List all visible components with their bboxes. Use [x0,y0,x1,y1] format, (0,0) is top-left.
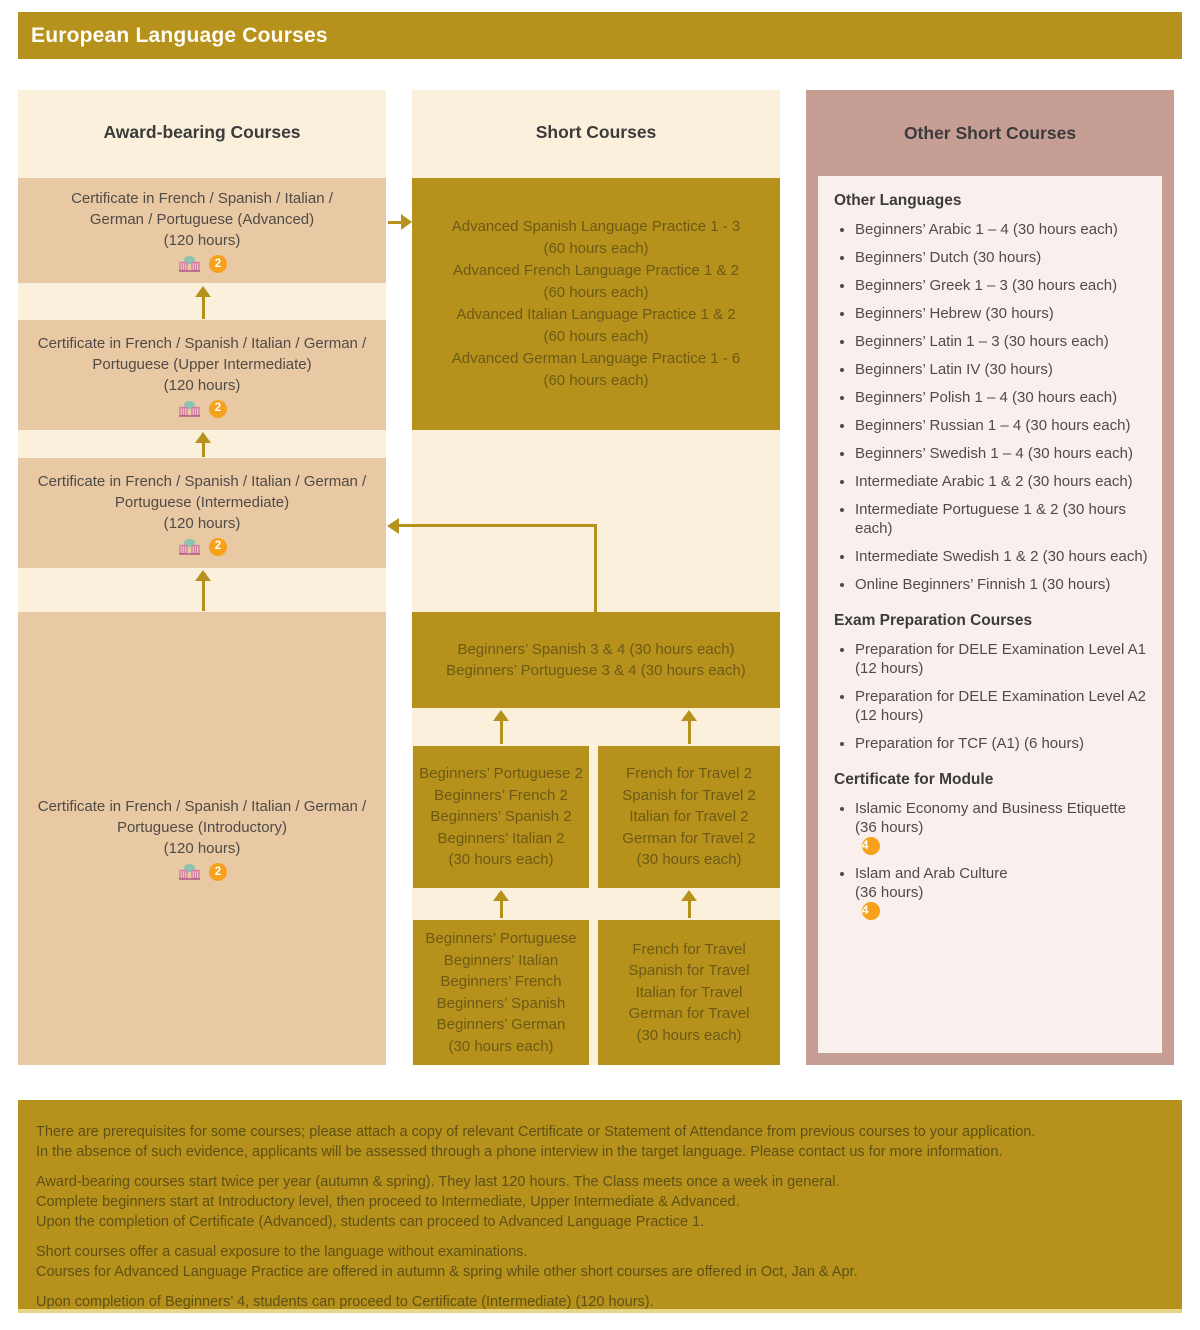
count-badge: 2 [209,255,227,273]
course-line: Beginners’ Spanish [436,994,566,1012]
list-item: • Islamic Economy and Business Etiquette (36 hours) 4 [855,799,1150,855]
certificate-introductory-box [18,612,386,1065]
travel-2-box [598,746,780,888]
advanced-practice-box [412,178,780,430]
hours-line: (60 hours each) [543,240,649,257]
arrow-up-icon [195,286,211,319]
list-item: • Intermediate Arabic 1 & 2 (30 hours each) [855,472,1150,491]
list-item: • Intermediate Swedish 1 & 2 (30 hours each) [855,547,1150,566]
section-heading: Certificate for Module [834,771,994,788]
campus-icon [177,863,202,881]
note-line: Complete beginners start at Introductory level, then proceed to Intermediate, Upper Intermediate & Advanced. [36,1194,740,1210]
hours-line: (30 hours each) [448,851,554,869]
course-line: Italian for Travel 2 [629,808,749,826]
count-badge: 2 [209,400,227,418]
list-item: • Beginners’ Swedish 1 – 4 (30 hours each) [855,444,1150,463]
course-line: Spanish for Travel 2 [622,786,756,804]
list-item: • Beginners’ Latin 1 – 3 (30 hours each) [855,332,1150,351]
campus-icon [177,255,202,273]
list-item: • Beginners’ Polish 1 – 4 (30 hours each) [855,388,1150,407]
course-line: Beginners’ Portuguese 3 & 4 (30 hours each) [446,662,746,679]
hours-line: (120 hours) [163,376,241,394]
arrow-up-icon [681,890,697,918]
note-line: Award-bearing courses start twice per year (autumn & spring). They last 120 hours. The Class meets once a week in general. [36,1174,840,1190]
arrow-up-icon [493,890,509,918]
arrow-up-icon [493,710,509,744]
travel-1-box [598,920,780,1065]
hours-line: (60 hours each) [543,328,649,345]
footer-notes [18,1100,1182,1313]
certificate-upper-intermediate-box [18,320,386,430]
note-paragraph [36,1122,1162,1162]
other-languages-list [834,220,1150,594]
beginners-3-4-box [412,612,780,708]
elbow-arrow-horizontal [398,524,597,527]
arrow-right-icon [388,214,412,230]
section-heading: Exam Preparation Courses [834,612,1033,629]
course-line: French for Travel [632,940,746,958]
certificate-advanced-box [18,178,386,283]
cert-line: Certificate in French / Spanish / Italian / German / [37,472,367,490]
list-item: • Intermediate Portuguese 1 & 2 (30 hours each) [855,500,1150,538]
note-line: There are prerequisites for some courses; please attach a copy of relevant Certificate or Statement of Attendance from previous courses to your application. [36,1124,1036,1140]
note-line: Upon the completion of Certificate (Advanced), students can proceed to Advanced Language Practice 1. [36,1214,705,1230]
count-badge: 2 [209,538,227,556]
note-line: Upon completion of Beginners’ 4, students can proceed to Certificate (Intermediate) (120 hours). [36,1294,654,1310]
arrow-up-icon [681,710,697,744]
arrow-up-icon [195,432,211,457]
course-line: Advanced Italian Language Practice 1 & 2 [456,306,736,323]
cert-line: Portuguese (Introductory) [116,819,288,836]
hours-line: (30 hours each) [636,851,742,869]
hours-line: (60 hours each) [543,372,649,389]
award-column-title: Award-bearing Courses [103,121,301,142]
cert-line: Certificate in French / Spanish / Italian / German / [37,798,367,815]
note-line: Courses for Advanced Language Practice are offered in autumn & spring while other short courses are offered in Oct, Jan & Apr. [36,1264,858,1280]
note-line: Short courses offer a casual exposure to the language without examinations. [36,1244,528,1260]
short-column-title: Short Courses [535,121,657,142]
course-line: Beginners’ Spanish 2 [430,808,572,826]
note-paragraph [36,1172,1162,1232]
course-line: German for Travel 2 [622,829,756,847]
beginners-1-box [413,920,589,1065]
other-courses-panel [818,176,1162,1053]
count-badge: 2 [209,863,227,881]
note-paragraph [36,1242,1162,1282]
list-item: • Preparation for DELE Examination Level A2 (12 hours) [855,687,1150,725]
section-heading: Other Languages [834,192,962,209]
list-item: • Beginners’ Dutch (30 hours) [855,248,1150,267]
course-line: Advanced German Language Practice 1 - 6 [451,350,741,367]
course-line: German for Travel [628,1005,750,1023]
cert-line: Certificate in French / Spanish / Italian / German / [37,334,367,352]
course-line: Spanish for Travel [628,962,750,980]
course-line: Italian for Travel [635,983,743,1001]
course-line: Beginners’ Portuguese 2 [419,765,583,783]
certificate-intermediate-box [18,458,386,568]
list-item: • Beginners’ Greek 1 – 3 (30 hours each) [855,276,1150,295]
cert-line: Portuguese (Intermediate) [114,493,290,511]
course-line: Advanced French Language Practice 1 & 2 [452,262,740,279]
list-item: • Preparation for DELE Examination Level A1 (12 hours) [855,640,1150,678]
list-item: • Beginners’ Russian 1 – 4 (30 hours each) [855,416,1150,435]
hours-line: (120 hours) [163,232,241,249]
elbow-arrow-vertical [594,524,597,612]
beginners-2-box [413,746,589,888]
arrow-up-icon [195,570,211,611]
exam-preparation-list [834,640,1150,753]
list-item: • Beginners’ Arabic 1 – 4 (30 hours each) [855,220,1150,239]
count-badge: 4 [862,902,880,920]
list-item: • Online Beginners’ Finnish 1 (30 hours) [855,575,1150,594]
cert-line: Portuguese (Upper Intermediate) [92,355,312,373]
course-line: Beginners’ French 2 [434,786,568,804]
hours-line: (120 hours) [163,514,241,532]
course-line: Beginners’ French [440,973,562,990]
course-line: Beginners’ Italian 2 [437,829,565,847]
list-item: • Beginners’ Hebrew (30 hours) [855,304,1150,323]
header-bar [18,12,1182,59]
course-line: Beginners’ Portuguese [425,930,577,947]
campus-icon [177,400,202,418]
course-line: Beginners’ German [436,1016,566,1033]
list-item: • Preparation for TCF (A1) (6 hours) [855,734,1150,753]
list-item: • Islam and Arab Culture (36 hours) 4 [855,864,1150,920]
list-item: • Beginners’ Latin IV (30 hours) [855,360,1150,379]
course-line: French for Travel 2 [626,765,752,783]
hours-line: (30 hours each) [448,1037,554,1055]
cert-line: Certificate in French / Spanish / Italian / [71,190,333,207]
hours-line: (120 hours) [163,840,241,857]
course-line: Beginners’ Spanish 3 & 4 (30 hours each) [457,640,735,658]
note-paragraph [36,1292,1162,1312]
certificate-module-list [834,799,1150,920]
page-title: European Language Courses [31,23,328,47]
other-column-title: Other Short Courses [903,122,1077,143]
note-line: In the absence of such evidence, applicants will be assessed through a phone interview in the target language. Please contact us for more information. [36,1144,1003,1160]
hours-line: (60 hours each) [543,284,649,301]
cert-line: German / Portuguese (Advanced) [89,211,315,228]
count-badge: 4 [862,837,880,855]
hours-line: (30 hours each) [636,1026,742,1044]
campus-icon [177,538,202,556]
arrow-left-icon [387,518,399,534]
course-line: Advanced Spanish Language Practice 1 - 3 [451,218,741,235]
course-line: Beginners’ Italian [443,951,559,969]
